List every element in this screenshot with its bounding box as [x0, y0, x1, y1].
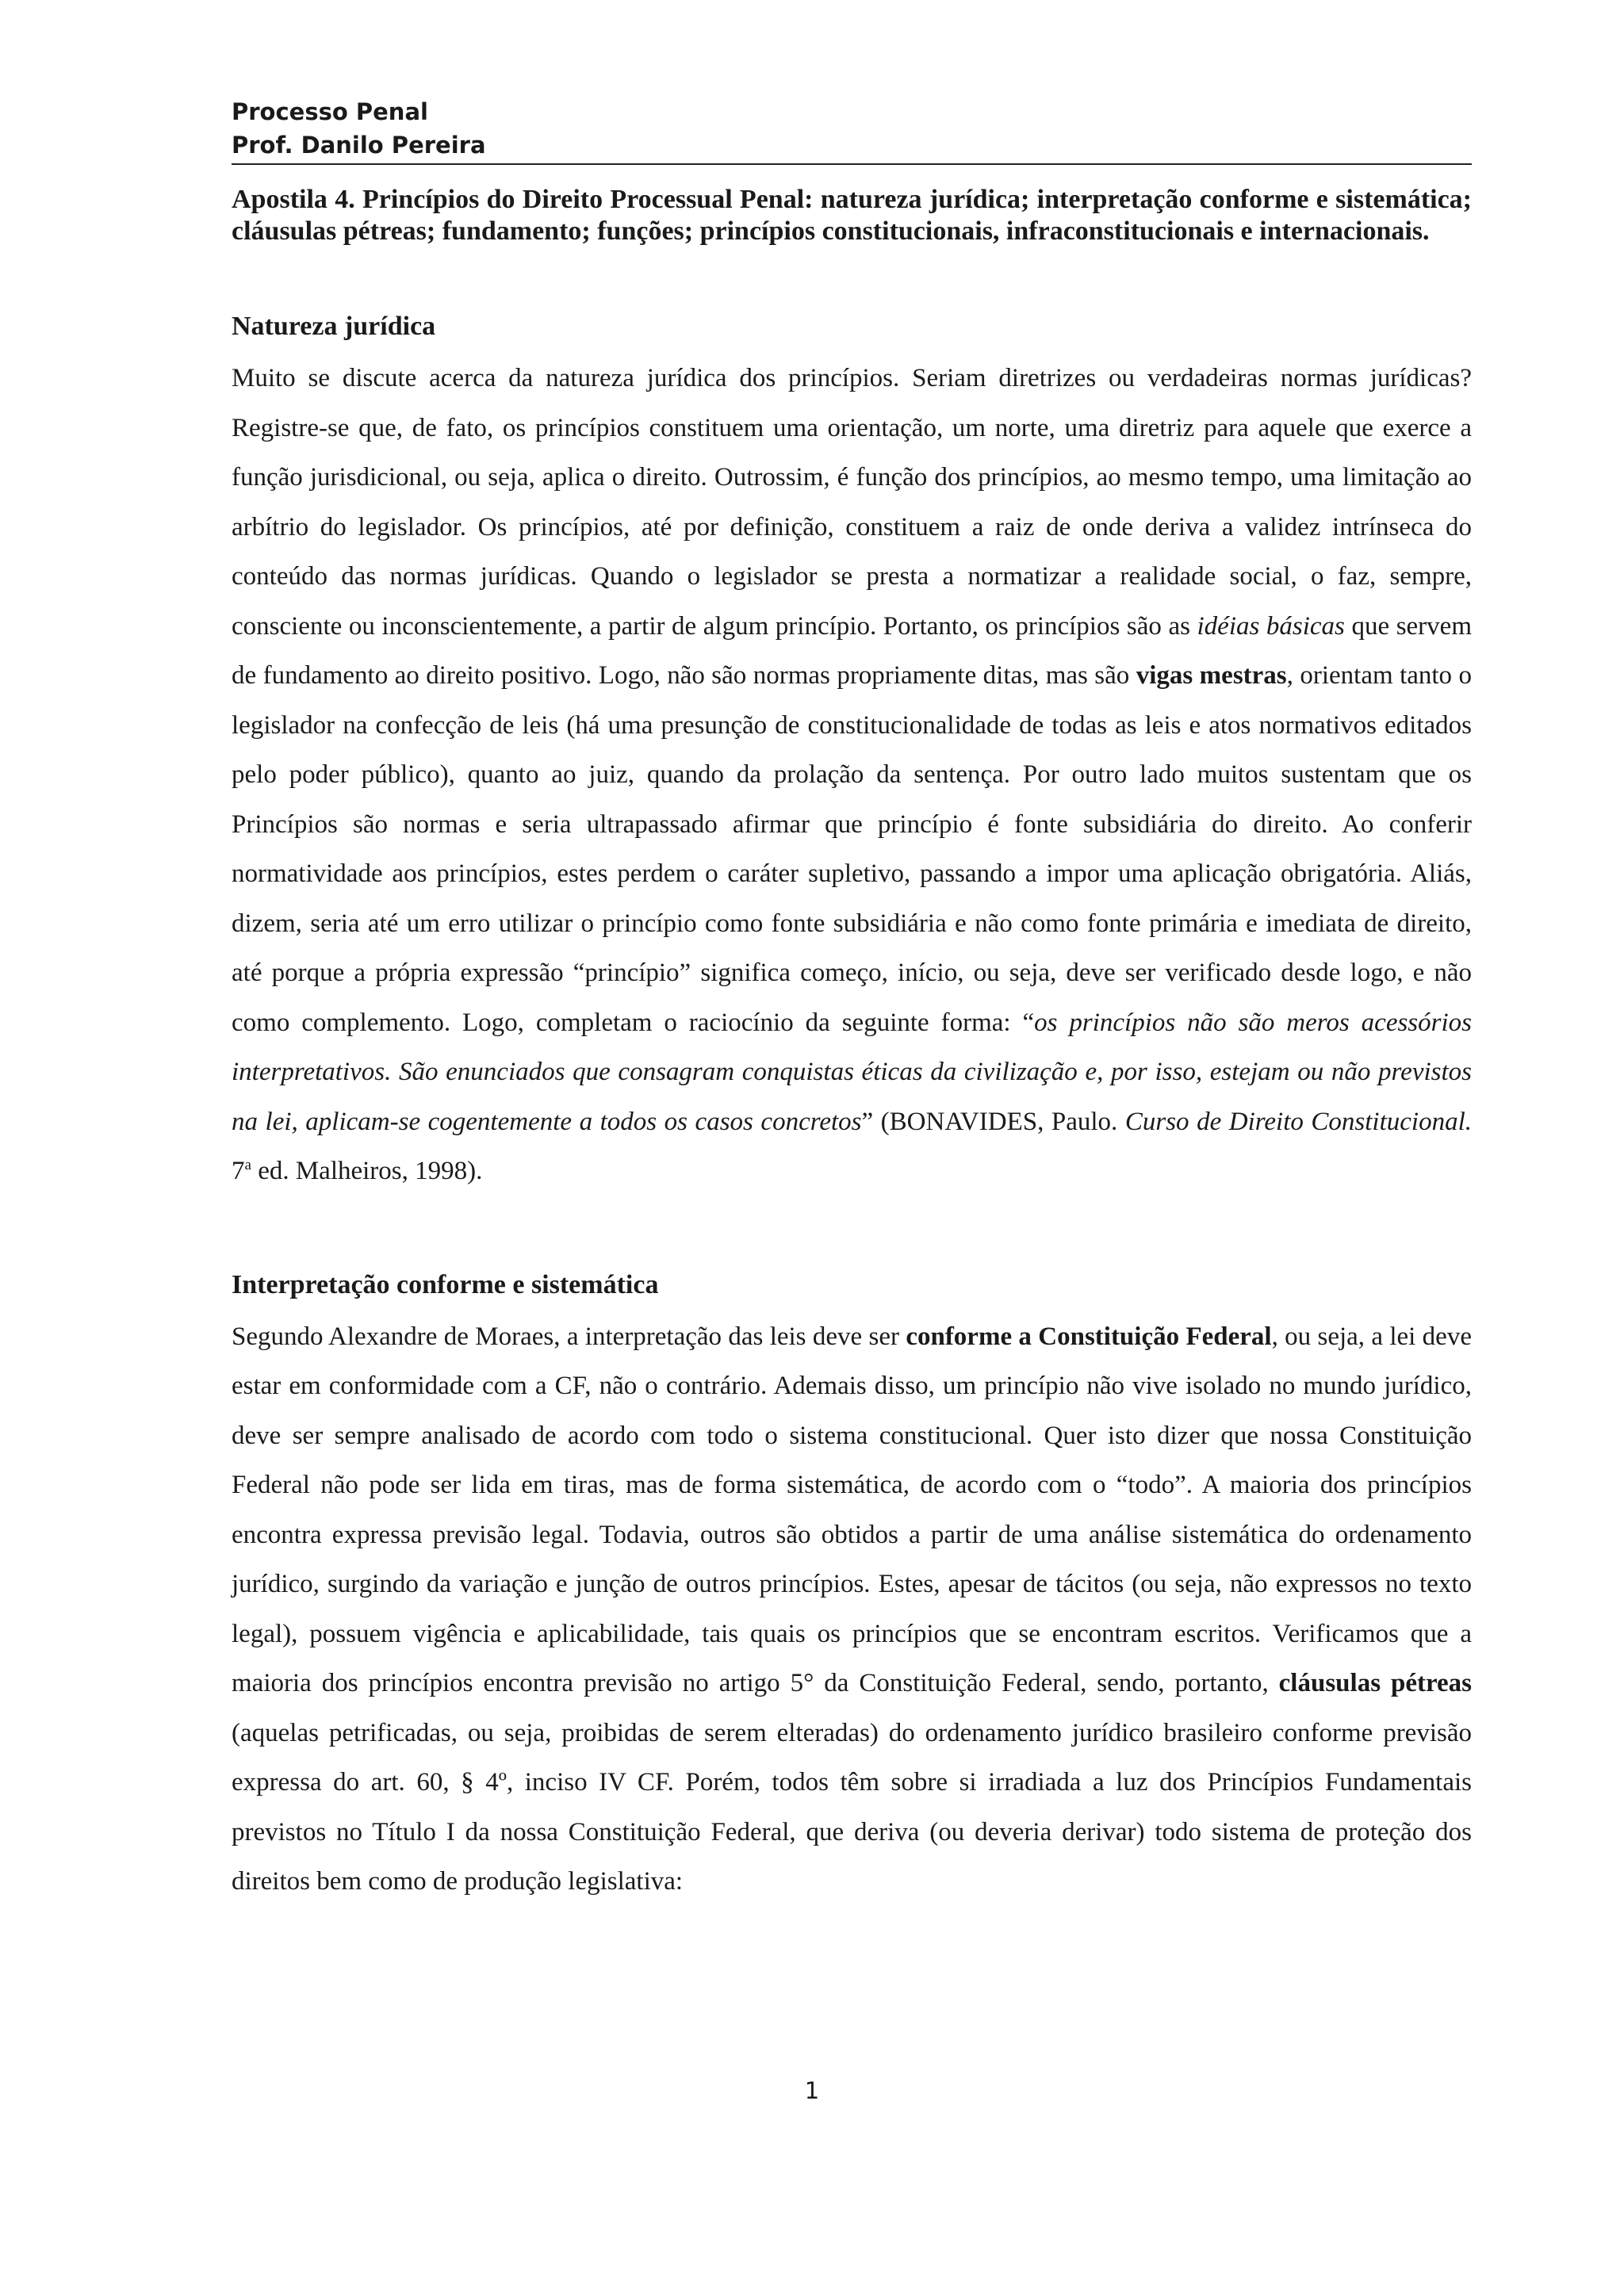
text-run: ed. Malheiros, 1998). [251, 1157, 483, 1185]
page-number: 1 [804, 2077, 820, 2104]
text-run: Segundo Alexandre de Moraes, a interpretação das leis deve ser [232, 1322, 906, 1351]
bold-conforme-cf: conforme a Constituição Federal [906, 1322, 1272, 1351]
bold-clausulas-petreas: cláusulas pétreas [1278, 1669, 1473, 1697]
page-header [232, 95, 1472, 162]
paragraph-natureza [232, 354, 1472, 1196]
text-run: Muito se discute acerca da natureza jurídica dos princípios. Seriam diretrizes ou verdadeiras normas jurídicas? Registre-se que, de fato, os princípios constituem uma orientação, um norte, uma diretriz para aquele que exerce a função jurisdicional, ou seja, aplica o direito. Outrossim, é função dos princípios, ao mesmo tempo, uma limitação ao arbítrio do legislador. Os princípios, até por definição, constituem a raiz de onde deriva a validez intrínseca do conteúdo das normas jurídicas. Quando o legislador se presta a normatizar a realidade social, o faz, sempre, consciente ou inconscientemente, a partir de algum princípio. Portanto, os princípios são as [232, 364, 1472, 641]
book-title: Curso de Direito Constitucional. [1124, 1107, 1472, 1136]
text-run: que servem de fundamento ao direito positivo. Logo, não são normas propriamente ditas, mas são [232, 611, 1472, 690]
document-title: Apostila 4. Princípios do Direito Processual Penal: natureza jurídica; interpretação conforme e sistemática; cláusulas pétreas; fundamento; funções; princípios constitucionais, infraconstitucionais e internacionais. [232, 185, 1472, 246]
edition-superscript: a [244, 1157, 251, 1173]
text-run: (aquelas petrificadas, ou seja, proibidas de serem elteradas) do ordenamento jurídico brasileiro conforme previsão expressa do art. 60, § 4º, inciso IV CF. Porém, todos têm sobre si irradiada a luz dos Princípios Fundamentais previstos no Título I da nossa Constituição Federal, que deriva (ou deveria derivar) todo sistema de proteção dos direitos bem como de produção legislativa: [232, 1718, 1472, 1896]
header-divider [232, 163, 1472, 165]
quote-bonavides: os princípios não são meros acessórios interpretativos. São enunciados que consagram conquistas éticas da civilização e, por isso, estejam ou não previstos na lei, aplicam-se cogentemente a todos os casos concretos [232, 1008, 1472, 1136]
section-heading-interpretacao: Interpretação conforme e sistemática [232, 1269, 659, 1299]
text-run: ” (BONAVIDES, Paulo. [861, 1107, 1125, 1136]
text-run: 7 [232, 1157, 245, 1185]
section-heading-natureza: Natureza jurídica [232, 312, 436, 341]
header-professor: Prof. Danilo Pereira [232, 132, 486, 159]
document-body [232, 184, 1472, 1907]
text-run: , orientam tanto o legislador na confecção de leis (há uma presunção de constitucionalidade de todas as leis e atos normativos editados pelo poder público), quanto ao juiz, quando da prolação da sentença. Por outro lado muitos sustentam que os Princípios são normas e seria ultrapassado afirmar que princípio é fonte subsidiária do direito. Ao conferir normatividade aos princípios, estes perdem o caráter supletivo, passando a impor uma aplicação obrigatória. Aliás, dizem, seria até um erro utilizar o princípio como fonte subsidiária e não como fonte primária e imediata de direito, até porque a própria expressão “princípio” significa começo, início, ou seja, deve ser verificado desde logo, e não como complemento. Logo, completam o raciocínio da seguinte forma: “ [232, 661, 1473, 1037]
bold-vigas-mestras: vigas mestras [1136, 661, 1287, 690]
emphasis-ideias: idéias básicas [1197, 611, 1345, 641]
text-run: , ou seja, a lei deve estar em conformidade com a CF, não o contrário. Ademais disso, um princípio não vive isolado no mundo jurídico, deve ser sempre analisado de acordo com todo o sistema constitucional. Quer isto dizer que nossa Constituição Federal não pode ser lida em tiras, mas de forma sistemática, de acordo com o “todo”. A maioria dos princípios encontra expressa previsão legal. Todavia, outros são obtidos a partir de uma análise sistemática do ordenamento jurídico, surgindo da variação e junção de outros princípios. Estes, apesar de tácitos (ou seja, não expressos no texto legal), possuem vigência e aplicabilidade, tais quais os princípios que se encontram escritos. Verificamos que a maioria dos princípios encontra previsão no artigo 5° da Constituição Federal, sendo, portanto, [232, 1322, 1472, 1697]
paragraph-interpretacao [232, 1312, 1472, 1907]
header-course: Processo Penal [232, 98, 428, 125]
